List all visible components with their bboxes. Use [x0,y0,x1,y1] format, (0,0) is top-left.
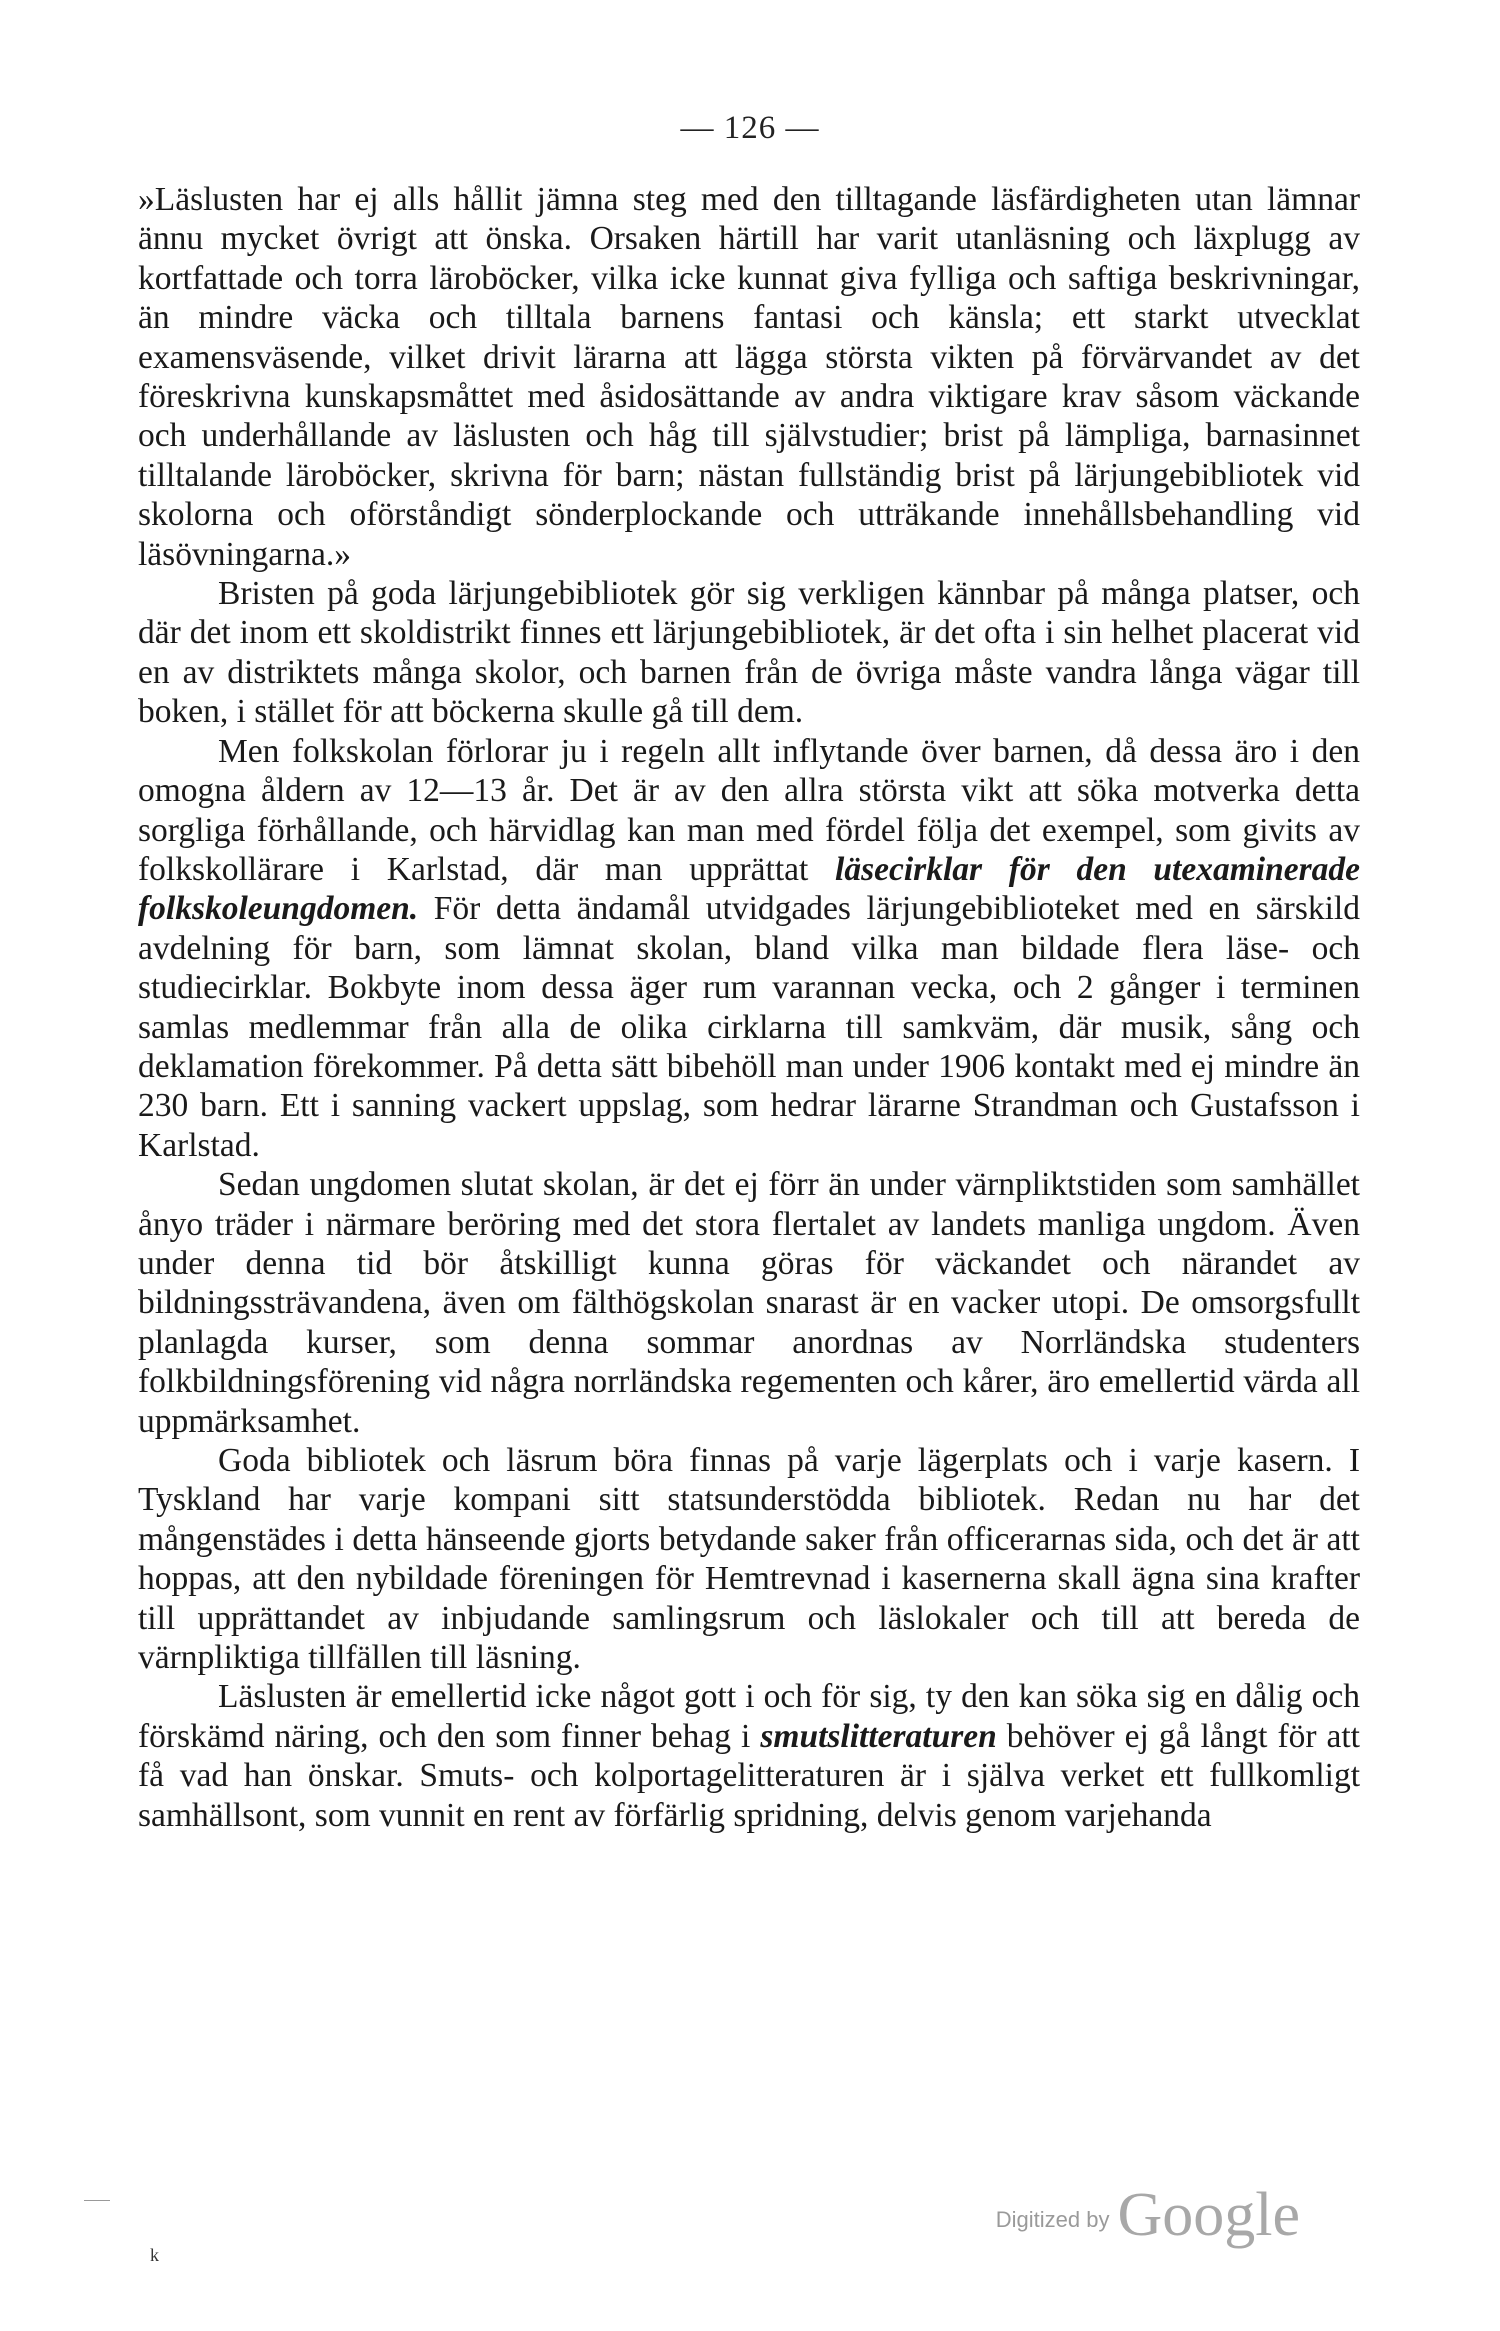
margin-mark [84,2200,110,2201]
digitized-label: Digitized by [995,2207,1110,2232]
paragraph-text: För detta ändamål utvidgades lärjungebiblioteket med en särskild avdelning för barn, som lämnat skolan, bland vilka man bildade flera läse- och studiecirklar. Bokbyte inom dessa äger rum varannan vecka, och 2 gånger i terminen samlas medlemmar från alla de olika cirklarna till samkväm, där musik, sång och deklamation förekommer. På detta sätt bibehöll man under 1906 kontakt med ej mindre än 230 barn. Ett i sanning vackert uppslag, som hedrar lärarne Strandman och Gustafsson i Karlstad. [138,890,1360,1164]
paragraph-text: Sedan ungdomen slutat skolan, är det ej förr än under värnpliktstiden som samhället ånyo träder i närmare beröring med det stora flertalet av landets manliga ungdom. Även under denna tid bör åtskilligt kunna göras för väckandet och närandet av bildningssträvandena, även om fälthögskolan snarast är en vacker utopi. De omsorgsfullt planlagda kurser, som denna sommar anordnas av Norrländska studenters folkbildningsförening vid några norrländska regementen och kårer, äro emellertid värda all uppmärksamhet. [138,1166,1360,1440]
paragraph [138,1677,1360,1835]
body-text [138,180,1360,1835]
paragraph-text: Bristen på goda lärjungebibliotek gör sig verkligen kännbar på många platser, och där det inom ett skoldistrikt finnes ett lärjungebibliotek, är det ofta i sin helhet placerat vid en av distriktets många skolor, och barnen från de övriga måste vandra långa vägar till boken, i stället för att böckerna skulle gå till dem. [138,575,1360,731]
paragraph [138,1441,1360,1677]
paragraph-text: Läslusten är emellertid icke något gott i och för sig, ty den kan söka sig en dålig och förskämd näring, och den som finner behag i [138,1678,1360,1755]
speck-mark: k [150,2245,159,2265]
paragraph-text: Goda bibliotek och läsrum böra finnas på varje lägerplats och i varje kasern. I Tyskland har varje kompani sitt statsunderstödda bibliotek. Redan nu har det mångenstädes i detta hänseende gjorts betydande saker från officerarnas sida, och det är att hoppas, att den nybildade föreningen för Hemtrevnad i kasernerna skall ägna sina krafter till upprättandet av inbjudande samlingsrum och läslokaler och till att bereda de värnpliktiga tillfällen till läsning. [138,1442,1360,1677]
google-watermark [996,2180,1300,2251]
paragraph [138,574,1360,732]
paragraph-text: behöver ej gå långt för att få vad han önskar. Smuts- och kolportagelitteraturen är i själva verket ett fullkomligt samhällsont, som vunnit en rent av förfärlig spridning, delvis genom varjehanda [138,1717,1360,1834]
paragraph [138,732,1360,1165]
google-logo: Google [1117,2181,1300,2249]
paragraph-text: »Läslusten har ej alls hållit jämna steg med den tilltagande läsfärdigheten utan lämnar ännu mycket övrigt att önska. Orsaken härtill har varit utanläsning och läxplugg av kortfattade och torra läroböcker, vilka icke kunnat giva fylliga och saftiga beskrivningar, än mindre väcka och tilltala barnens fantasi och känsla; ett starkt utvecklat examensväsende, vilket drivit lärarna att lägga största vikten på förvärvandet av det föreskrivna kunskapsmåttet med åsidosättande av andra viktigare krav såsom väckande och underhållande av läslusten och håg till självstudier; brist på lämpliga, barnasinnet tilltalande läroböcker, skrivna för barn; nästan fullständig brist på lärjungebibliotek vid skolorna och oförståndigt sönderplockande och utträkande innehållsbehandling vid läsövningarna.» [138,181,1360,573]
paragraph-text: Men folkskolan förlorar ju i regeln allt inflytande över barnen, då dessa äro i den omogna åldern av 12—13 år. Det är av den allra största vikt att söka motverka detta sorgliga förhållande, och härvidlag kan man med fördel följa det exempel, som givits av folkskollärare i Karlstad, där man upprättat [138,732,1360,888]
paragraph [138,180,1360,574]
emphasized-text: läsecirklar för den utexaminerade folkskoleungdomen. [138,850,1360,928]
page-number: — 126 — [680,110,820,146]
emphasized-text: smutslitteraturen [760,1717,997,1755]
paragraph [138,1165,1360,1441]
